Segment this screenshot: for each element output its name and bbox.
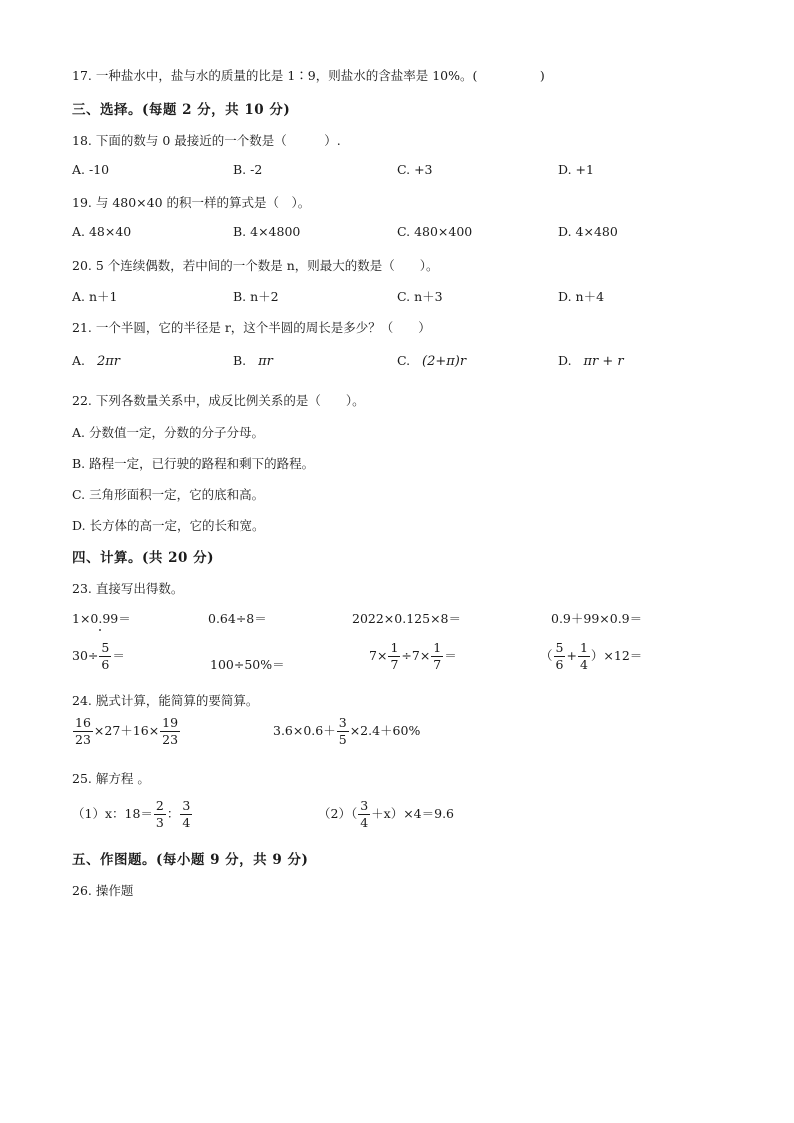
question-23-stem: 23. 直接写出得数。 xyxy=(72,581,184,596)
denominator: 6 xyxy=(555,656,564,672)
question-17: 17. 一种盐水中，盐与水的质量的比是 1∶9，则盐水的含盐率是 10%。( ) xyxy=(72,68,545,83)
section-title-choice: 三、选择。(每题 2 分，共 10 分) xyxy=(72,102,291,118)
denominator: 3 xyxy=(155,814,164,830)
denominator: 5 xyxy=(338,731,347,747)
denominator: 23 xyxy=(75,731,91,747)
denominator: 23 xyxy=(162,731,179,747)
question-22-option-b: B. 路程一定，已行驶的路程和剩下的路程。 xyxy=(72,456,315,471)
fraction xyxy=(578,642,590,671)
question-19-option-c: C. 480×400 xyxy=(397,224,473,239)
q25-equation-2 xyxy=(318,800,454,829)
denominator: 7 xyxy=(390,656,399,672)
q24-expression-2 xyxy=(273,717,420,746)
fraction xyxy=(358,800,370,829)
question-18-option-b: B. -2 xyxy=(233,162,263,177)
q23-item-3: 2022×0.125×8＝ xyxy=(352,611,461,626)
option-expression: πr + r xyxy=(583,354,624,369)
expr-text: 3.6×0.6＋ xyxy=(273,723,336,738)
expr-text: （ xyxy=(540,648,553,663)
q23-item-8 xyxy=(540,642,642,671)
question-18-stem: 18. 下面的数与 0 最接近的一个数是（ ）. xyxy=(72,133,341,148)
question-21-option-a xyxy=(72,353,120,369)
question-20-option-c: C. n＋3 xyxy=(397,289,443,304)
fraction xyxy=(554,642,566,671)
option-expression: πr xyxy=(258,354,273,369)
question-26: 26. 操作题 xyxy=(72,883,134,898)
fraction xyxy=(180,800,192,829)
fraction xyxy=(154,800,166,829)
question-22-option-c: C. 三角形面积一定，它的底和高。 xyxy=(72,487,265,502)
expr-text: + xyxy=(566,648,577,663)
numerator: 5 xyxy=(101,640,110,655)
numerator: 2 xyxy=(155,798,164,813)
expr-text: 7× xyxy=(369,648,388,663)
option-expression: 2πr xyxy=(96,354,120,369)
numerator: 3 xyxy=(182,798,191,813)
numerator: 1 xyxy=(433,640,442,655)
question-21-option-d xyxy=(558,353,624,369)
denominator: 4 xyxy=(360,814,369,830)
fraction xyxy=(388,642,400,671)
numerator: 3 xyxy=(338,715,347,730)
numerator: 3 xyxy=(360,798,369,813)
option-label: B. xyxy=(233,353,247,368)
section-title-calculation: 四、计算。(共 20 分) xyxy=(72,550,214,566)
option-label: D. xyxy=(558,353,572,368)
expr-text: ×2.4＋60% xyxy=(349,723,421,738)
fraction xyxy=(337,717,349,746)
denominator: 7 xyxy=(433,656,442,672)
expr-text: （2）（ xyxy=(318,806,358,821)
question-20-option-d: D. n＋4 xyxy=(558,289,605,304)
option-label: C. xyxy=(397,353,411,368)
expr-text: ×27＋16× xyxy=(93,723,160,738)
question-19-option-d: D. 4×480 xyxy=(558,224,618,239)
denominator: 4 xyxy=(579,656,588,672)
expr-text: 30÷ xyxy=(72,648,99,663)
question-18-option-a: A. -10 xyxy=(72,162,110,177)
question-20-option-b: B. n＋2 xyxy=(233,289,279,304)
option-expression: (2+π)r xyxy=(422,354,467,369)
denominator: 6 xyxy=(101,656,110,672)
question-22-stem: 22. 下列各数量关系中，成反比例关系的是（ ）。 xyxy=(72,393,365,408)
question-21-stem: 21. 一个半圆，它的半径是 r，这个半圆的周长是多少？（ ） xyxy=(72,320,431,335)
expr-text: ＋x）×4＝9.6 xyxy=(371,806,455,821)
numerator: 19 xyxy=(162,715,179,730)
option-label: A. xyxy=(72,353,86,368)
q24-expression-1 xyxy=(72,717,181,746)
question-21-option-b xyxy=(233,353,273,369)
question-19-option-b: B. 4×4800 xyxy=(233,224,301,239)
expr-text: ＝ xyxy=(444,648,457,663)
q23-item-5 xyxy=(72,642,125,671)
question-18-option-c: C. +3 xyxy=(397,162,433,177)
question-20-option-a: A. n＋1 xyxy=(72,289,118,304)
denominator: 4 xyxy=(182,814,191,830)
q25-equation-1 xyxy=(72,800,193,829)
question-21-option-c xyxy=(397,353,466,369)
numerator: 1 xyxy=(390,640,399,655)
expr-text: ： xyxy=(166,806,180,821)
section-title-drawing: 五、作图题。(每小题 9 分，共 9 分) xyxy=(72,852,309,868)
expr-text: ＝ xyxy=(112,648,125,663)
question-22-option-d: D. 长方体的高一定，它的长和宽。 xyxy=(72,518,265,533)
question-20-stem: 20. 5 个连续偶数，若中间的一个数是 n，则最大的数是（ ）。 xyxy=(72,258,439,273)
fraction xyxy=(99,642,111,671)
q23-item-4: 0.9＋99×0.9＝ xyxy=(551,611,643,626)
q23-item-1: 1×0.99＝ xyxy=(72,611,131,626)
q23-item-2: 0.64÷8＝ xyxy=(208,611,267,626)
question-19-option-a: A. 48×40 xyxy=(72,224,132,239)
numerator: 5 xyxy=(555,640,564,655)
fraction xyxy=(431,642,443,671)
question-18-option-d: D. +1 xyxy=(558,162,594,177)
q23-item-6: 100÷50%＝ xyxy=(210,657,285,672)
fraction xyxy=(73,717,93,746)
expr-text: ÷7× xyxy=(401,648,431,663)
question-24-stem: 24. 脱式计算，能简算的要简算。 xyxy=(72,693,259,708)
q23-item-7 xyxy=(369,642,457,671)
expr-text: （1）x：18＝ xyxy=(72,806,153,821)
expr-text: ）×12＝ xyxy=(590,648,643,663)
question-19-stem: 19. 与 480×40 的积一样的算式是（ ）。 xyxy=(72,195,311,210)
fraction xyxy=(160,717,180,746)
question-25-stem: 25. 解方程 。 xyxy=(72,771,150,786)
question-22-option-a: A. 分数值一定，分数的分子分母。 xyxy=(72,425,264,440)
numerator: 16 xyxy=(75,715,91,730)
decimal-point-mark xyxy=(99,629,101,631)
numerator: 1 xyxy=(579,640,588,655)
